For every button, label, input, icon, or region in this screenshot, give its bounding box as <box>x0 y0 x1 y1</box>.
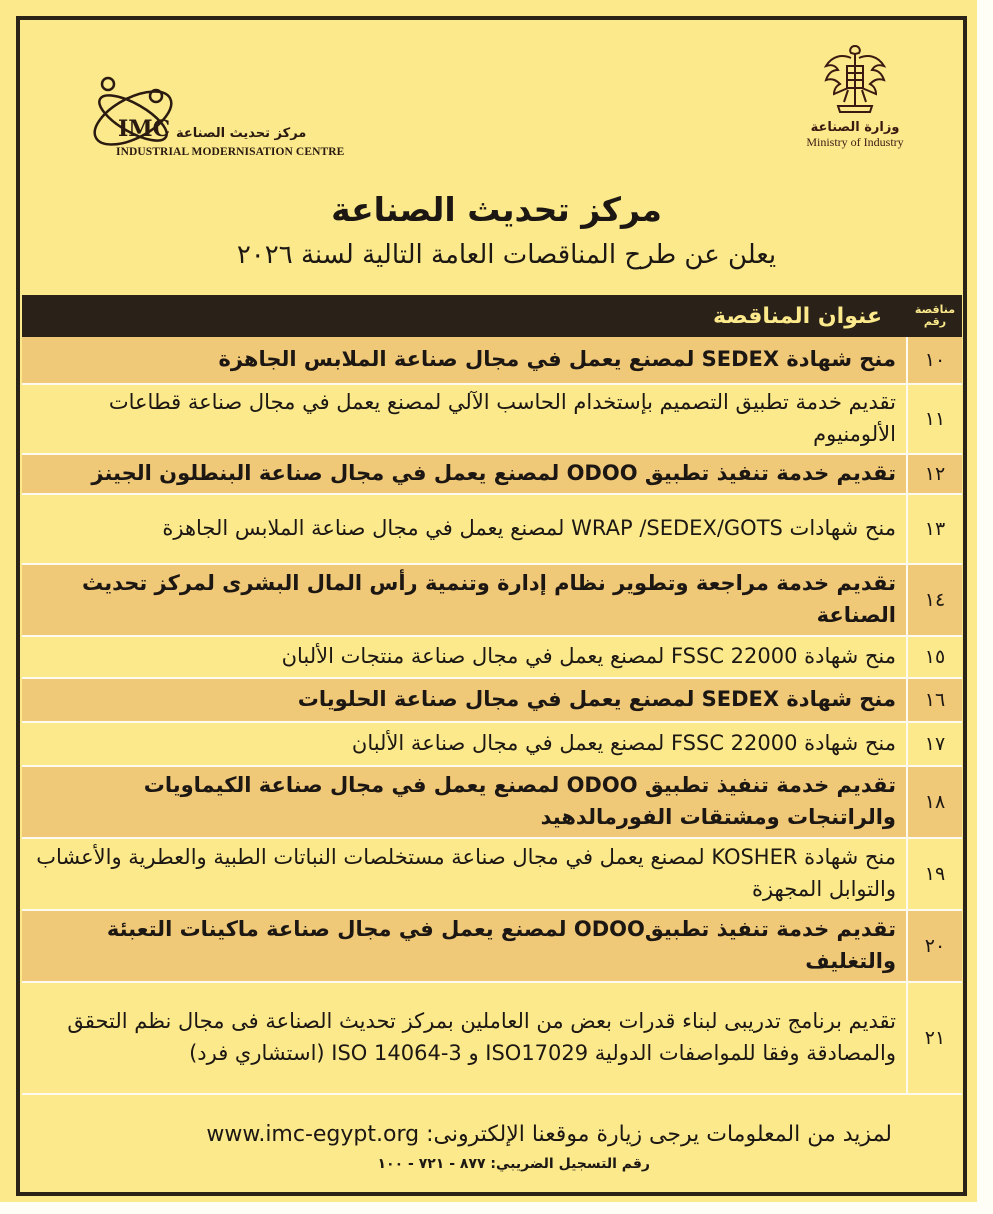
tender-title-cell <box>22 337 906 383</box>
tender-number: ٢١ <box>906 983 962 1093</box>
tender-number: ٢٠ <box>906 911 962 981</box>
tender-title-cell <box>22 767 906 837</box>
tender-title: تقديم برنامج تدريبى لبناء قدرات بعض من العاملين بمركز تحديث الصناعة فى مجال نظم التحقق والمصادقة وفقا للمواصفات الدولية ISO17029 و ISO 14064-3 (استشاري فرد) <box>67 1009 896 1065</box>
table-row <box>22 767 962 839</box>
ministry-name-en: Ministry of Industry <box>806 135 904 149</box>
page-title: مركز تحديث الصناعة <box>331 190 662 229</box>
tender-number: ١١ <box>906 385 962 453</box>
tender-number: ١٩ <box>906 839 962 909</box>
ministry-logo <box>790 40 920 170</box>
tender-number: ١٧ <box>906 723 962 765</box>
svg-text:IMC: IMC <box>118 116 171 142</box>
tender-number: ١٠ <box>906 337 962 383</box>
tender-title-cell <box>22 911 906 981</box>
table-row <box>22 385 962 455</box>
tender-title: تقديم خدمة تنفيذ تطبيقODOO لمصنع يعمل في مجال صناعة ماكينات التعبئة والتغليف <box>106 917 896 973</box>
table-header <box>22 295 962 337</box>
imc-name-en: INDUSTRIAL MODERNISATION CENTRE <box>116 146 345 158</box>
tender-number: ١٨ <box>906 767 962 837</box>
table-row <box>22 911 962 983</box>
footer-tax-registration: رقم التسجيل الضريبي: ٨٧٧ - ٧٢١ - ١٠٠ <box>377 1156 650 1172</box>
tender-title-cell <box>22 455 906 493</box>
tender-title: تقديم خدمة تطبيق التصميم بإستخدام الحاسب الآلي لمصنع يعمل في مجال صناعة قطاعات الألومنيوم <box>108 390 896 446</box>
tender-title: منح شهادة SEDEX لمصنع يعمل في مجال صناعة الحلويات <box>297 687 896 711</box>
table-row <box>22 839 962 911</box>
tender-title: تقديم خدمة تنفيذ تطبيق ODOO لمصنع يعمل في مجال صناعة الكيماويات والراتنجات ومشتقات الفورمالدهيد <box>143 773 896 829</box>
imc-name-ar: مركز تحديث الصناعة <box>176 126 307 141</box>
eagle-emblem-icon <box>820 40 890 118</box>
table-row <box>22 455 962 495</box>
tender-title-cell <box>22 565 906 635</box>
tenders-table <box>22 295 962 1095</box>
tender-title: تقديم خدمة تنفيذ تطبيق ODOO لمصنع يعمل في مجال صناعة البنطلون الجينز <box>91 461 896 485</box>
page-edge-bottom <box>0 1202 993 1214</box>
header-number: مناقصة رقم <box>914 303 956 328</box>
tender-title: منح شهادة FSSC 22000 لمصنع يعمل في مجال صناعة الألبان <box>351 731 896 755</box>
page-edge-right <box>977 0 993 1214</box>
page-subtitle: يعلن عن طرح المناقصات العامة التالية لسنة ٢٠٢٦ <box>236 240 777 270</box>
tender-number: ١٤ <box>906 565 962 635</box>
tender-title: تقديم خدمة مراجعة وتطوير نظام إدارة وتنمية رأس المال البشرى لمركز تحديث الصناعة <box>81 571 896 627</box>
tender-title-cell <box>22 839 906 909</box>
tender-number: ١٦ <box>906 679 962 721</box>
ministry-name-ar: وزارة الصناعة <box>810 120 900 135</box>
table-row <box>22 637 962 679</box>
table-row <box>22 679 962 723</box>
tender-number: ١٥ <box>906 637 962 677</box>
tender-title-cell <box>22 983 906 1093</box>
footer-more-info: لمزيد من المعلومات يرجى زيارة موقعنا الإلكترونى: www.imc-egypt.org <box>206 1122 892 1147</box>
table-row <box>22 495 962 565</box>
tender-title-cell <box>22 723 906 765</box>
table-body <box>22 337 962 1095</box>
tender-title: منح شهادة KOSHER لمصنع يعمل في مجال صناعة مستخلصات النباتات الطبية والعطرية والأعشاب والتوابل المجهزة <box>36 845 896 901</box>
tender-title-cell <box>22 495 906 563</box>
tender-title: منح شهادة FSSC 22000 لمصنع يعمل في مجال صناعة منتجات الألبان <box>281 644 896 668</box>
tender-title: منح شهادة SEDEX لمصنع يعمل في مجال صناعة الملابس الجاهزة <box>218 347 896 371</box>
table-row <box>22 565 962 637</box>
header-title: عنوان المناقصة <box>713 303 882 329</box>
tender-title: منح شهادات WRAP /SEDEX/GOTS لمصنع يعمل في مجال صناعة الملابس الجاهزة <box>162 516 896 540</box>
tender-title-cell <box>22 385 906 453</box>
table-row <box>22 983 962 1095</box>
tender-title-cell <box>22 679 906 721</box>
tender-number: ١٢ <box>906 455 962 493</box>
table-row <box>22 723 962 767</box>
table-row <box>22 337 962 385</box>
tender-title-cell <box>22 637 906 677</box>
tender-number: ١٣ <box>906 495 962 563</box>
imc-logo <box>78 70 348 170</box>
